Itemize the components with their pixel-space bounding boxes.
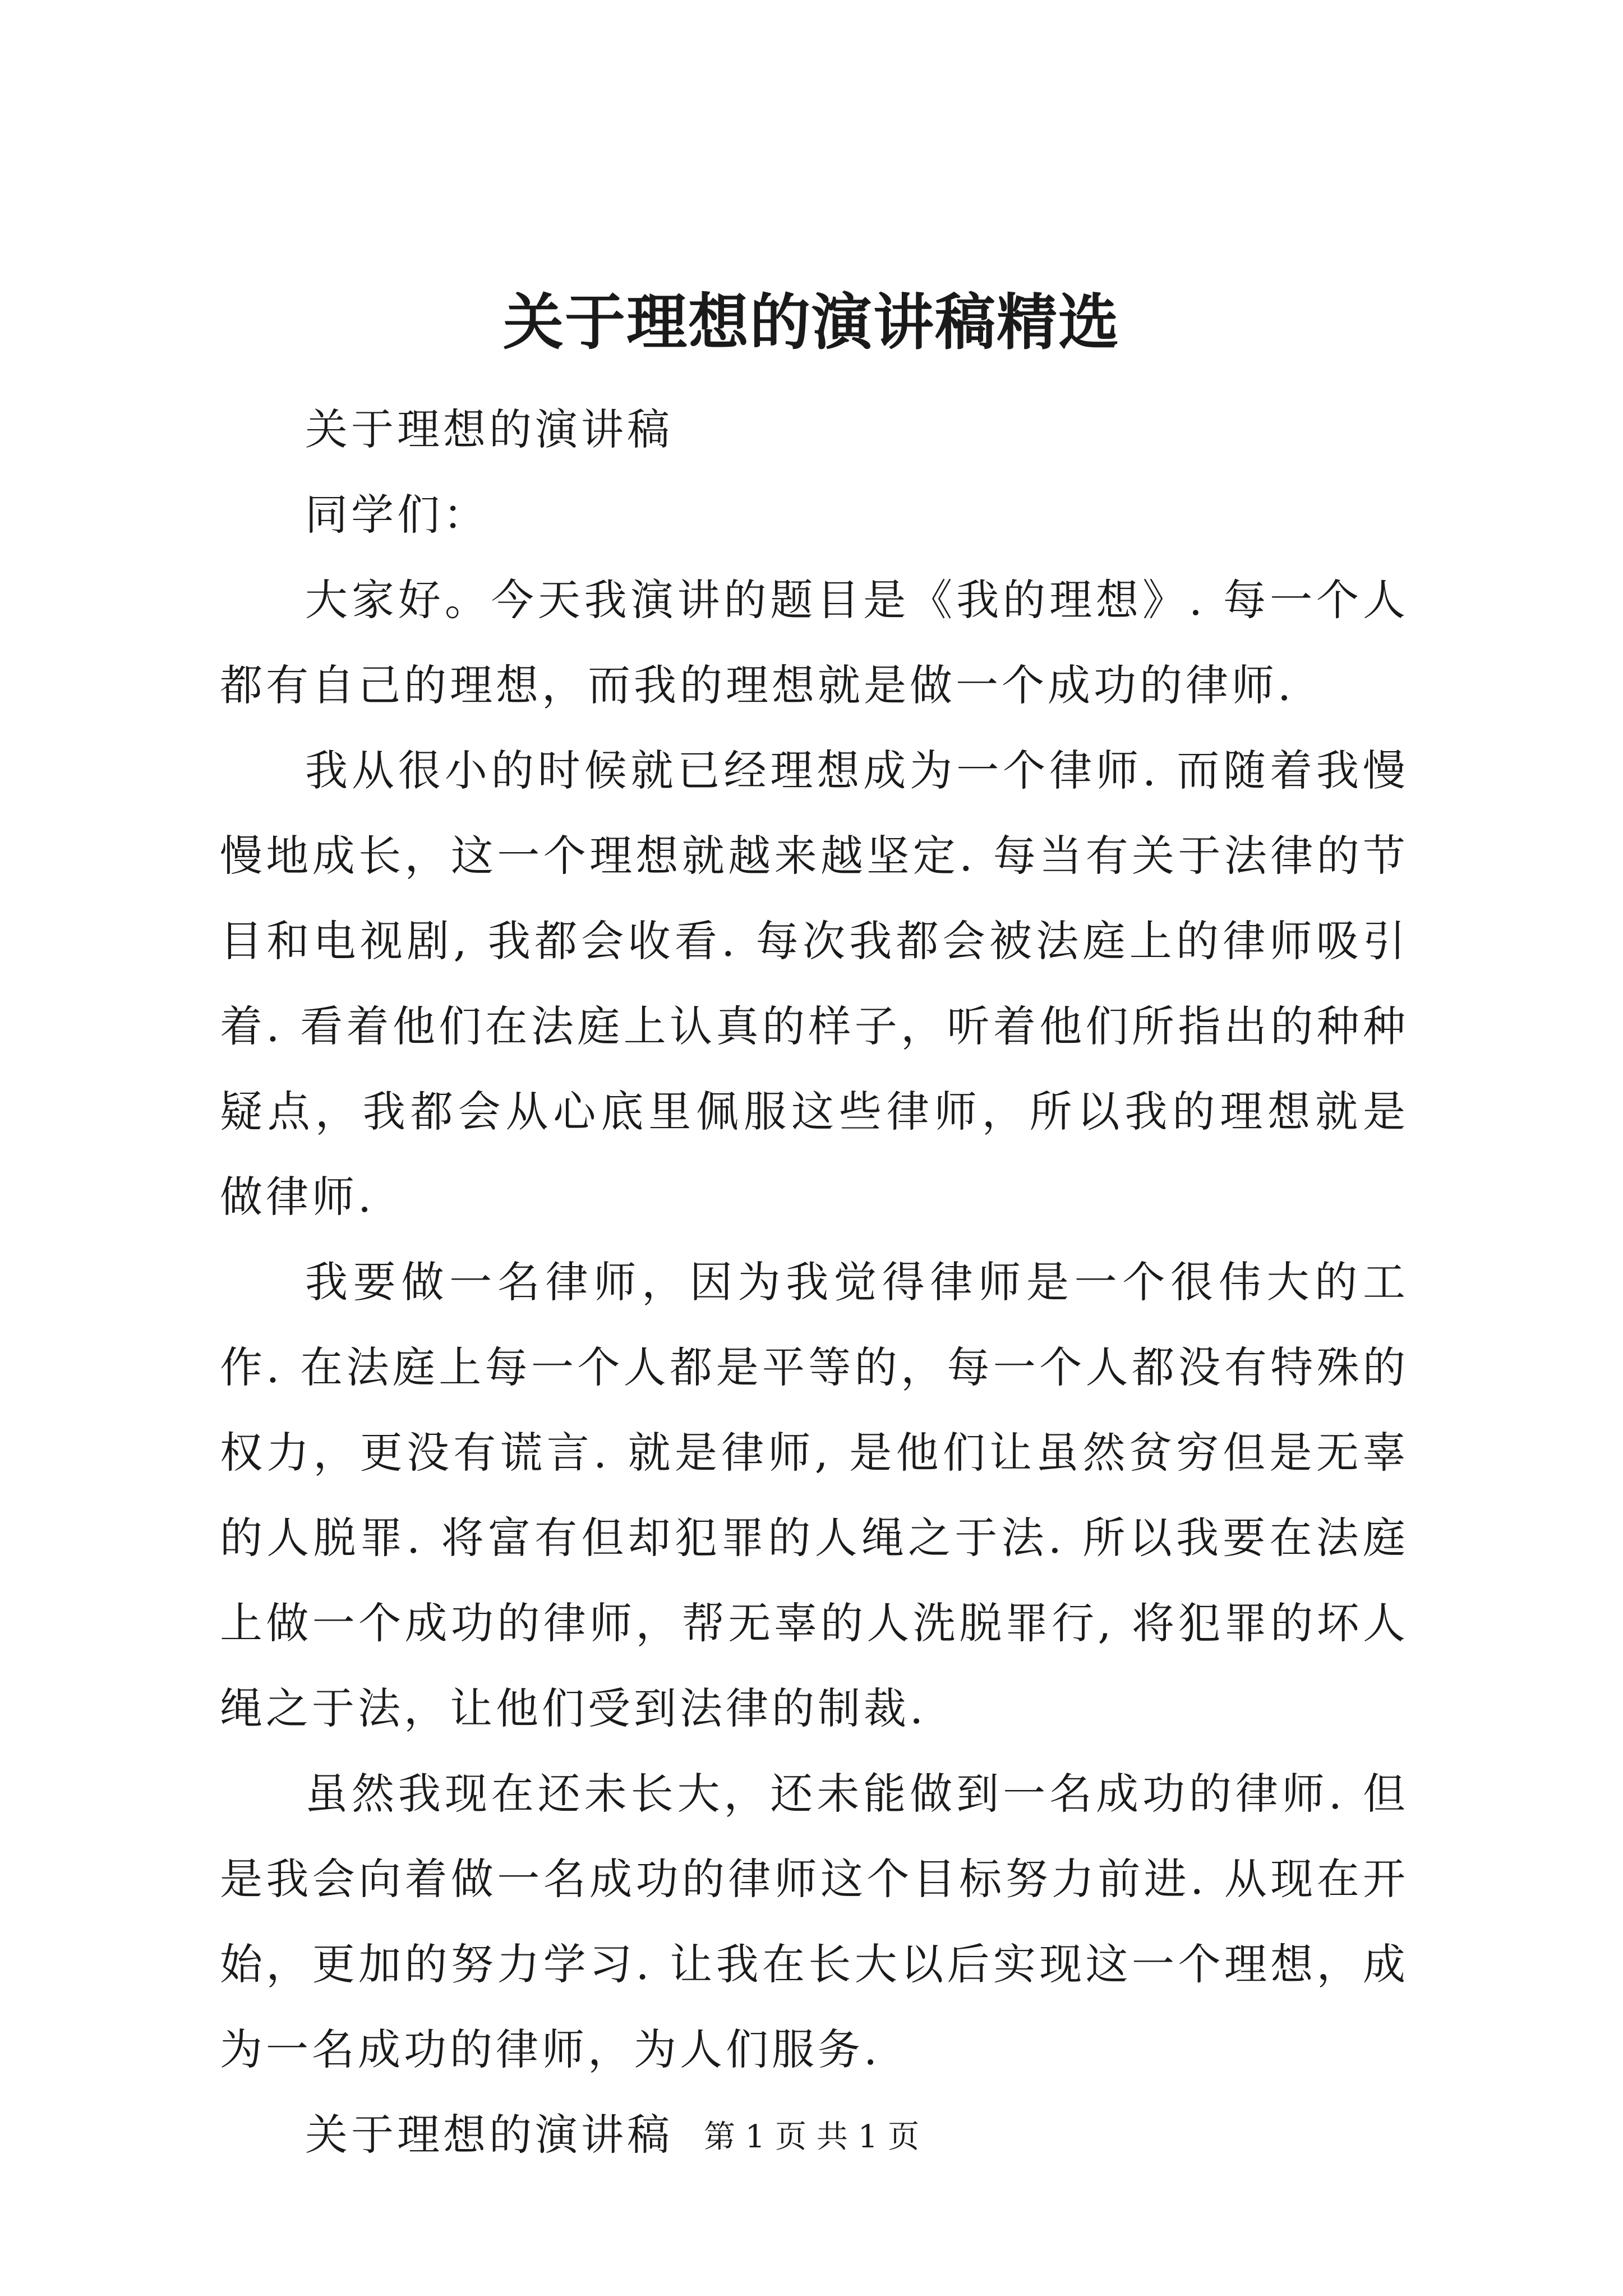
- paragraph: 大家好。今天我演讲的题目是《我的理想》. 每一个人都有自己的理想，而我的理想就是做一个成功的律师.: [220, 575, 1409, 710]
- paragraph: 我从很小的时候就已经理想成为一个律师. 而随着我慢慢地成长，这一个理想就越来越坚定. 每当有关于法律的节目和电视剧, 我都会收看. 每次我都会被法庭上的律师吸引着. 看着他们在法庭上认真的样子，听着他们所指出的种种疑点，我都会从心底里佩服这些律师，所以我的理想就是做律师.: [220, 746, 1409, 1222]
- paragraph-subtitle: 关于理想的演讲稿: [305, 404, 673, 454]
- paragraph-salutation: 同学们：: [305, 490, 489, 540]
- paragraph: 虽然我现在还未长大，还未能做到一名成功的律师. 但是我会向着做一名成功的律师这个目标努力前进. 从现在开始，更加的努力学习. 让我在长大以后实现这一个理想，成为一名成功的律师，为人们服务.: [220, 1769, 1409, 2074]
- page-footer: 第 1 页 共 1 页: [703, 2119, 920, 2155]
- paragraph-subtitle: 关于理想的演讲稿: [305, 2110, 673, 2160]
- paragraph: 我要做一名律师，因为我觉得律师是一个很伟大的工作. 在法庭上每一个人都是平等的，每一个人都没有特殊的权力，更没有谎言. 就是律师, 是他们让虽然贫穷但是无辜的人脱罪. 将富有但却犯罪的人绳之于法. 所以我要在法庭上做一个成功的律师，帮无辜的人洗脱罪行, 将犯罪的坏人绳之于法，让他们受到法律的制裁.: [220, 1257, 1409, 1733]
- document-title: 关于理想的演讲稿精选: [502, 287, 1120, 358]
- document-body: [220, 387, 1409, 2178]
